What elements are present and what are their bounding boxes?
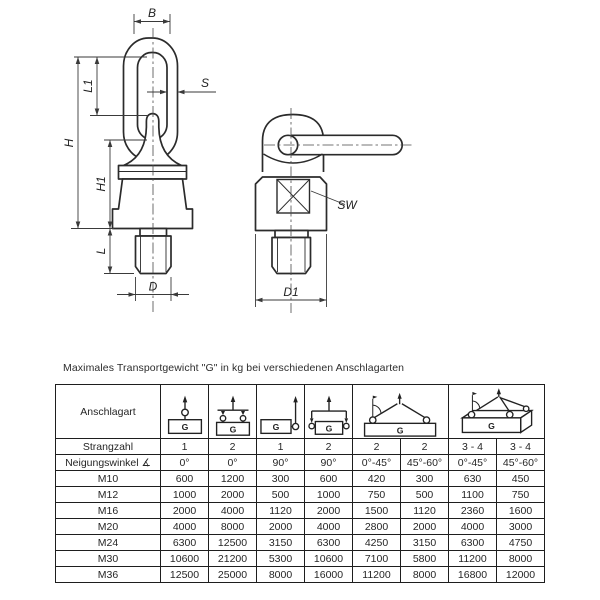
double-side-sling-90-icon (306, 386, 352, 437)
svg-text:G: G (325, 423, 332, 434)
strangzahl-value: 1 (257, 439, 305, 455)
strangzahl-value: 1 (161, 439, 209, 455)
table-cell: 1600 (497, 503, 545, 519)
strangzahl-header: Strangzahl (56, 439, 161, 455)
table-cell: 6300 (305, 535, 353, 551)
table-cell: 11200 (353, 567, 401, 583)
table-cell: 500 (401, 487, 449, 503)
size-label: M10 (56, 471, 161, 487)
table-cell: 8000 (401, 567, 449, 583)
table-cell: 2000 (305, 503, 353, 519)
table-cell: 4000 (449, 519, 497, 535)
table-cell: 5300 (257, 551, 305, 567)
table-cell: 500 (257, 487, 305, 503)
strangzahl-row (56, 439, 545, 455)
double-angled-sling-icon (354, 386, 448, 437)
size-label: M36 (56, 567, 161, 583)
sling-cell-5 (353, 385, 449, 439)
table-row (56, 535, 545, 551)
table-row (56, 487, 545, 503)
table-cell: 750 (353, 487, 401, 503)
neigungswinkel-header: Neigungswinkel ∡ (56, 455, 161, 471)
table-cell: 4250 (353, 535, 401, 551)
cap-washer (119, 166, 187, 180)
neigungswinkel-value: 0°-45° (449, 455, 497, 471)
strangzahl-value: 2 (209, 439, 257, 455)
table-row (56, 503, 545, 519)
svg-text:G: G (229, 424, 236, 435)
anschlagart-row (56, 385, 545, 439)
table-cell: 12000 (497, 567, 545, 583)
neigungswinkel-value: 90° (305, 455, 353, 471)
table-cell: 16800 (449, 567, 497, 583)
dim-label-h: H (62, 138, 76, 148)
sling-cell-2 (209, 385, 257, 439)
table-title: Maximales Transportgewicht "G" in kg bei verschiedenen Anschlagarten (63, 362, 405, 374)
table-cell: 4000 (209, 503, 257, 519)
table-cell: 2000 (401, 519, 449, 535)
table-cell: 8000 (257, 567, 305, 583)
sling-cell-6 (449, 385, 545, 439)
table-cell: 1500 (353, 503, 401, 519)
table-cell: 16000 (305, 567, 353, 583)
table-cell: 300 (401, 471, 449, 487)
table-cell: 1120 (401, 503, 449, 519)
table-cell: 8000 (497, 551, 545, 567)
table-cell: 2000 (209, 487, 257, 503)
table-cell: 3150 (401, 535, 449, 551)
table-cell: 10600 (305, 551, 353, 567)
dim-label-sw: SW (337, 198, 357, 212)
dim-label-h1: H1 (94, 176, 108, 192)
strangzahl-value: 2 (401, 439, 449, 455)
neigungswinkel-value: 0° (161, 455, 209, 471)
single-vertical-sling-icon (162, 386, 208, 437)
anschlagart-header: Anschlagart (56, 385, 161, 439)
table-cell: 4000 (161, 519, 209, 535)
size-label: M16 (56, 503, 161, 519)
front-view (113, 38, 193, 274)
svg-text:G: G (487, 420, 495, 431)
table-cell: 1100 (449, 487, 497, 503)
strangzahl-value: 3 - 4 (449, 439, 497, 455)
table-cell: 300 (257, 471, 305, 487)
table-cell: 630 (449, 471, 497, 487)
table-cell: 6300 (449, 535, 497, 551)
table-cell: 450 (497, 471, 545, 487)
svg-text:G: G (181, 422, 188, 433)
double-vertical-sling-icon (210, 386, 256, 437)
table-cell: 600 (161, 471, 209, 487)
side-stud-neck (275, 231, 308, 238)
dim-label-d1: D1 (283, 285, 299, 299)
size-label: M12 (56, 487, 161, 503)
strangzahl-value: 2 (353, 439, 401, 455)
table-cell: 2800 (353, 519, 401, 535)
side-view (256, 115, 403, 274)
neigungswinkel-row (56, 455, 545, 471)
table-cell: 2000 (161, 503, 209, 519)
table-cell: 3000 (497, 519, 545, 535)
table-cell: 10600 (161, 551, 209, 567)
neigungswinkel-value: 45°-60° (401, 455, 449, 471)
dim-label-b: B (147, 6, 157, 20)
table-cell: 21200 (209, 551, 257, 567)
table-cell: 12500 (161, 567, 209, 583)
table-row (56, 567, 545, 583)
table-cell: 4750 (497, 535, 545, 551)
table-cell: 11200 (449, 551, 497, 567)
side-body (256, 177, 327, 231)
table-cell: 25000 (209, 567, 257, 583)
table-cell: 4000 (305, 519, 353, 535)
dim-label-l: L (94, 247, 108, 255)
table-row (56, 471, 545, 487)
table-cell: 600 (305, 471, 353, 487)
table-cell: 750 (497, 487, 545, 503)
table-cell: 3150 (257, 535, 305, 551)
table-row (56, 551, 545, 567)
table-cell: 1000 (305, 487, 353, 503)
table-cell: 12500 (209, 535, 257, 551)
table-cell: 6300 (161, 535, 209, 551)
neigungswinkel-value: 0° (209, 455, 257, 471)
table-cell: 1120 (257, 503, 305, 519)
size-label: M20 (56, 519, 161, 535)
load-capacity-table (55, 384, 545, 583)
table-cell: 1000 (161, 487, 209, 503)
sling-cell-3 (257, 385, 305, 439)
table-cell: 5800 (401, 551, 449, 567)
body-flange (113, 179, 193, 229)
single-side-sling-90-icon (258, 386, 304, 437)
sling-cell-1 (161, 385, 209, 439)
dim-label-l1: L1 (81, 79, 95, 93)
neigungswinkel-value: 90° (257, 455, 305, 471)
table-cell: 1200 (209, 471, 257, 487)
table-cell: 7100 (353, 551, 401, 567)
table-row (56, 519, 545, 535)
dim-label-d: D (148, 279, 158, 294)
neigungswinkel-value: 0°-45° (353, 455, 401, 471)
strangzahl-value: 3 - 4 (497, 439, 545, 455)
table-cell: 2000 (257, 519, 305, 535)
dim-label-s: S (200, 76, 210, 90)
table-cell: 2360 (449, 503, 497, 519)
strangzahl-value: 2 (305, 439, 353, 455)
svg-text:G: G (272, 422, 279, 433)
table-cell: 8000 (209, 519, 257, 535)
svg-text:G: G (396, 425, 403, 436)
size-label: M24 (56, 535, 161, 551)
three-four-leg-sling-icon (450, 386, 544, 437)
neigungswinkel-value: 45°-60° (497, 455, 545, 471)
size-label: M30 (56, 551, 161, 567)
sling-cell-4 (305, 385, 353, 439)
table-cell: 420 (353, 471, 401, 487)
